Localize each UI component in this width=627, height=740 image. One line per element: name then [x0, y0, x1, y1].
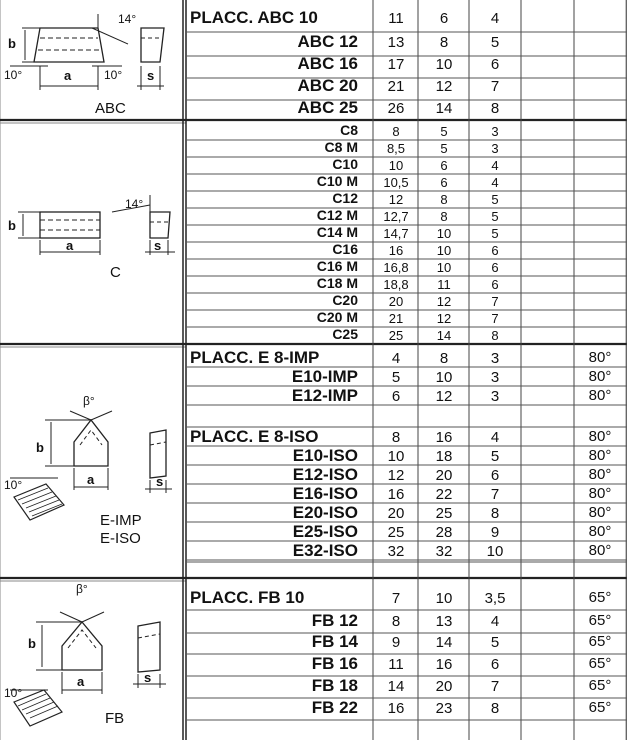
dim-a-value: 25	[387, 524, 405, 541]
dim-s-label: s	[156, 474, 164, 489]
angle-value: 65°	[588, 589, 612, 606]
dim-b-value: 12	[435, 388, 453, 405]
dim-s-value: 3,5	[484, 590, 506, 607]
product-code: C20	[332, 292, 358, 308]
angle-value: 80°	[588, 542, 612, 559]
dim-b-value: 20	[435, 678, 453, 695]
angle-value: 65°	[588, 699, 612, 716]
product-code: C12	[332, 190, 358, 206]
angle-value: 80°	[588, 504, 612, 521]
dim-s-value: 3	[490, 350, 500, 367]
dim-a-value: 16	[387, 486, 405, 503]
product-code: FB 18	[311, 676, 358, 695]
dim-s-value: 6	[491, 243, 499, 258]
dim-b-value: 6	[440, 175, 448, 190]
dim-a-value: 14	[387, 678, 405, 695]
dim-s-value: 6	[491, 260, 499, 275]
dim-b-value: 12	[436, 294, 452, 309]
dim-b-value: 8	[439, 34, 449, 51]
angle-value: 65°	[588, 612, 612, 629]
angle-value: 80°	[588, 447, 612, 464]
angle-value: 80°	[588, 387, 612, 404]
dim-s-value: 5	[490, 634, 500, 651]
dim-b-value: 16	[435, 429, 453, 446]
product-code: E12-ISO	[292, 465, 358, 484]
dim-s-value: 6	[491, 277, 499, 292]
product-code: C10 M	[316, 173, 358, 189]
product-code: C8 M	[324, 139, 358, 155]
dim-b-value: 10	[435, 590, 453, 607]
dim-b-value: 32	[435, 543, 453, 560]
angle-value: 80°	[588, 349, 612, 366]
dim-b-value: 22	[435, 486, 453, 503]
product-code: PLACC. ABC 10	[190, 8, 318, 27]
beta-label: β°	[83, 394, 95, 408]
product-code: ABC 12	[297, 32, 358, 51]
dim-s-value: 7	[490, 486, 500, 503]
dim-a-value: 6	[391, 388, 401, 405]
dim-a-value: 7	[391, 590, 401, 607]
dim-a-value: 10,5	[383, 175, 409, 190]
dim-b-value: 6	[440, 158, 448, 173]
dim-a-value: 18,8	[383, 277, 409, 292]
product-code: ABC 20	[297, 76, 358, 95]
product-code: FB 16	[311, 654, 358, 673]
dim-s-value: 3	[490, 369, 500, 386]
dim-s-value: 3	[491, 141, 499, 156]
angle-value: 65°	[588, 633, 612, 650]
dim-a-value: 26	[387, 100, 405, 117]
angle-value: 80°	[588, 523, 612, 540]
product-code: ABC 16	[297, 54, 358, 73]
dim-s-value: 5	[490, 34, 500, 51]
dim-s-value: 7	[491, 294, 499, 309]
dim-b-value: 6	[439, 10, 449, 27]
dim-s-value: 3	[491, 124, 499, 139]
dim-s-value: 5	[491, 226, 499, 241]
angle-value: 80°	[588, 466, 612, 483]
angle-value: 80°	[588, 368, 612, 385]
dim-b-value: 16	[435, 656, 453, 673]
dim-s-value: 4	[490, 10, 500, 27]
dim-a-value: 8	[391, 613, 401, 630]
section-caption: ABC	[95, 100, 126, 117]
dim-s-value: 9	[490, 524, 500, 541]
angle-label: 10°	[4, 686, 23, 700]
dim-b-value: 12	[436, 311, 452, 326]
dim-a-label: a	[64, 68, 72, 83]
dim-a-value: 10	[388, 158, 404, 173]
dim-a-value: 11	[388, 656, 404, 673]
angle-label: 14°	[118, 12, 137, 26]
dim-b-value: 25	[435, 505, 453, 522]
angle-value: 65°	[588, 677, 612, 694]
dim-b-value: 11	[437, 277, 451, 292]
dim-b-label: b	[36, 440, 44, 455]
dim-b-value: 10	[436, 260, 452, 275]
angle-label: 10°	[104, 68, 123, 82]
section-caption: E-ISO	[100, 530, 141, 547]
angle-value: 80°	[588, 485, 612, 502]
c-insert-diagram	[18, 195, 175, 255]
product-code: C12 M	[316, 207, 358, 223]
angle-value: 80°	[588, 428, 612, 445]
dim-a-value: 12,7	[383, 209, 409, 224]
dim-b-value: 14	[435, 100, 453, 117]
beta-label: β°	[76, 582, 88, 596]
dim-a-value: 11	[388, 10, 404, 27]
dim-a-value: 9	[391, 634, 401, 651]
dim-b-value: 8	[439, 350, 449, 367]
product-code: PLACC. FB 10	[190, 588, 305, 607]
dim-b-value: 5	[440, 141, 448, 156]
dim-a-label: a	[77, 674, 85, 689]
angle-label: 10°	[4, 478, 23, 492]
dim-a-value: 4	[391, 350, 401, 367]
dim-s-value: 8	[490, 505, 500, 522]
dim-b-value: 10	[436, 243, 452, 258]
dim-s-value: 5	[490, 448, 500, 465]
dim-a-value: 8	[392, 124, 400, 139]
product-code: ABC 25	[297, 98, 358, 117]
dim-b-value: 12	[435, 78, 453, 95]
section-caption: FB	[105, 710, 125, 727]
product-code: C25	[332, 326, 358, 342]
dim-s-value: 6	[490, 56, 500, 73]
product-code: C10	[332, 156, 358, 172]
dim-b-value: 10	[435, 369, 453, 386]
dim-s-value: 8	[491, 328, 499, 343]
dim-a-value: 25	[388, 328, 404, 343]
dim-a-value: 16	[388, 243, 404, 258]
dim-a-label: a	[87, 472, 95, 487]
dim-s-value: 7	[490, 78, 500, 95]
dim-b-value: 13	[435, 613, 453, 630]
product-code: FB 22	[311, 698, 358, 717]
dim-s-value: 8	[490, 100, 500, 117]
product-code: FB 14	[311, 632, 358, 651]
dim-a-value: 16,8	[383, 260, 409, 275]
dim-a-value: 32	[387, 543, 405, 560]
dim-s-value: 4	[491, 175, 499, 190]
dim-a-value: 21	[388, 311, 404, 326]
product-code: PLACC. E 8-ISO	[190, 427, 319, 446]
dim-s-value: 3	[490, 388, 500, 405]
dim-a-value: 16	[387, 700, 405, 717]
product-code: C16 M	[316, 258, 358, 274]
product-code: C14 M	[316, 224, 358, 240]
angle-value: 65°	[588, 655, 612, 672]
dim-a-value: 21	[387, 78, 405, 95]
dim-b-label: b	[8, 218, 16, 233]
dim-a-value: 20	[387, 505, 405, 522]
dim-b-value: 14	[436, 328, 452, 343]
dim-a-value: 20	[388, 294, 404, 309]
dim-s-label: s	[144, 670, 152, 685]
product-code: C18 M	[316, 275, 358, 291]
dim-s-value: 4	[491, 158, 499, 173]
dim-s-label: s	[147, 68, 155, 83]
dim-b-value: 18	[435, 448, 453, 465]
dim-s-value: 4	[490, 613, 500, 630]
dim-a-value: 8,5	[386, 141, 406, 156]
product-code: E20-ISO	[292, 503, 358, 522]
dim-s-value: 7	[490, 678, 500, 695]
product-code: E12-IMP	[291, 386, 358, 405]
product-code: C8	[340, 122, 358, 138]
product-code: C20 M	[316, 309, 358, 325]
dim-a-value: 14,7	[383, 226, 409, 241]
product-code: E16-ISO	[292, 484, 358, 503]
dim-b-label: b	[8, 36, 16, 51]
dim-b-value: 10	[435, 56, 453, 73]
dim-b-value: 20	[435, 467, 453, 484]
angle-label: 14°	[125, 197, 144, 211]
dim-s-label: s	[154, 238, 162, 253]
dim-a-value: 13	[387, 34, 405, 51]
section-caption: E-IMP	[100, 512, 142, 529]
dim-s-value: 10	[486, 543, 504, 560]
angle-label: 10°	[4, 68, 23, 82]
dim-s-value: 5	[491, 192, 499, 207]
dim-s-value: 5	[491, 209, 499, 224]
product-code: E25-ISO	[292, 522, 358, 541]
dim-s-value: 6	[490, 656, 500, 673]
product-code: E10-IMP	[291, 367, 358, 386]
dim-b-value: 8	[440, 192, 448, 207]
dim-b-value: 14	[435, 634, 453, 651]
product-code: C16	[332, 241, 358, 257]
dim-a-value: 5	[391, 369, 401, 386]
dim-b-value: 28	[435, 524, 453, 541]
product-code: FB 12	[311, 611, 358, 630]
dim-b-value: 5	[440, 124, 448, 139]
dim-s-value: 6	[490, 467, 500, 484]
dim-a-value: 17	[387, 56, 405, 73]
dim-s-value: 8	[490, 700, 500, 717]
dim-a-label: a	[66, 238, 74, 253]
dim-a-value: 8	[391, 429, 401, 446]
dim-a-value: 10	[387, 448, 405, 465]
product-code: E10-ISO	[292, 446, 358, 465]
dim-b-value: 8	[440, 209, 448, 224]
e-insert-diagram	[10, 411, 172, 520]
dim-b-value: 23	[435, 700, 453, 717]
section-caption: C	[110, 264, 121, 281]
dim-s-value: 7	[491, 311, 499, 326]
product-code: PLACC. E 8-IMP	[190, 348, 320, 367]
product-code: E32-ISO	[292, 541, 358, 560]
abc-insert-diagram	[10, 14, 164, 90]
fb-insert-diagram	[10, 612, 166, 726]
dim-b-label: b	[28, 636, 36, 651]
dim-b-value: 10	[436, 226, 452, 241]
dim-s-value: 4	[490, 429, 500, 446]
dim-a-value: 12	[387, 467, 405, 484]
dim-a-value: 12	[388, 192, 404, 207]
